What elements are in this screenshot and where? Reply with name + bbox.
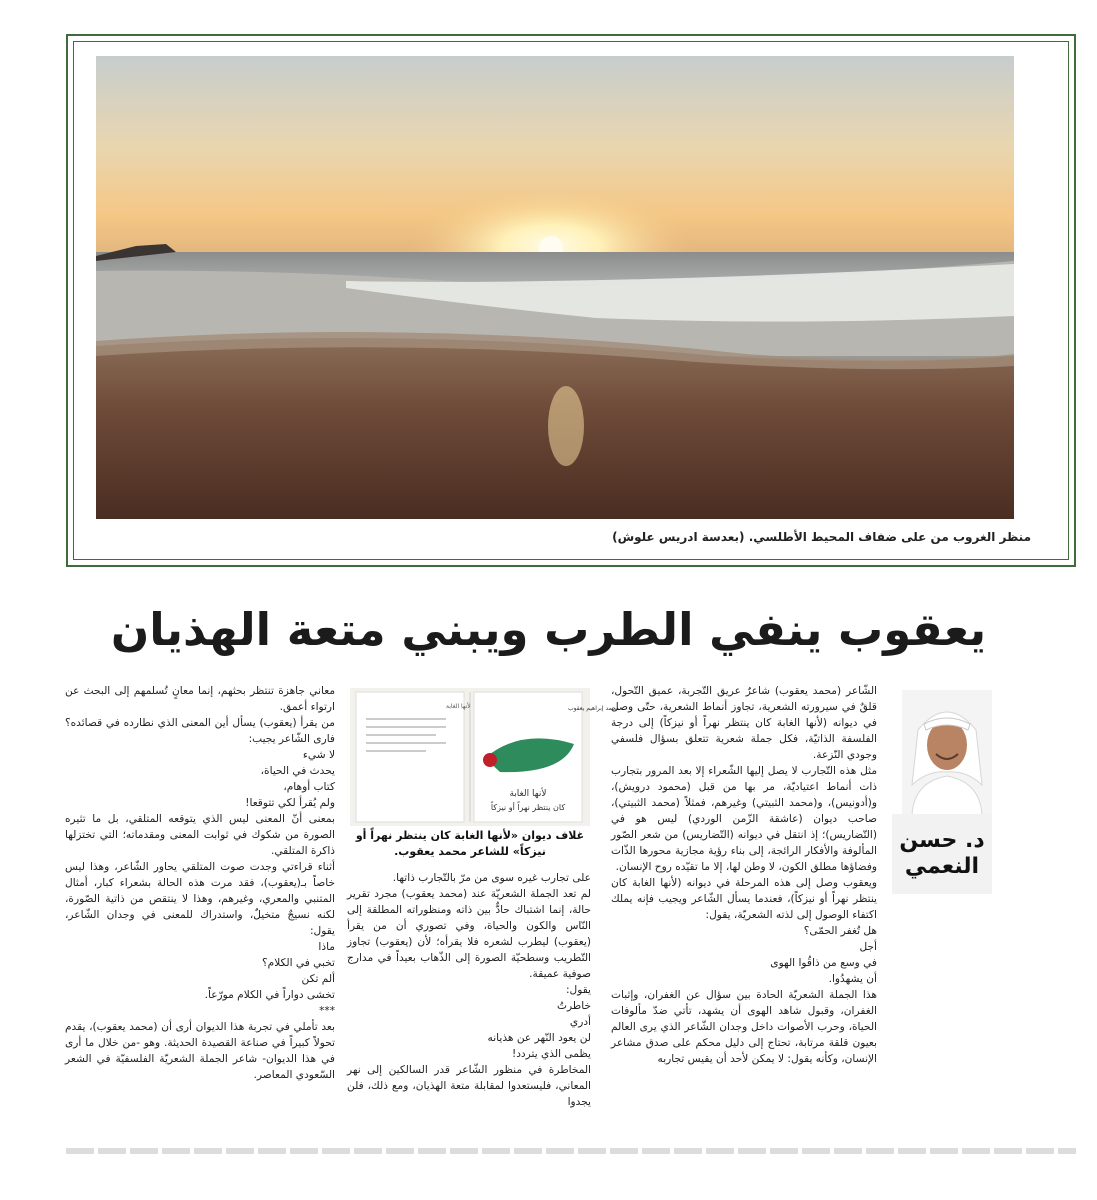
cover-title-line-1: لأنها الغابة <box>509 789 547 799</box>
cover-author-text: محمد إبراهيم يعقوب <box>568 705 620 712</box>
paragraph: أثناء قراءتي وجدت صوت المتلقي يحاور الشّاعر، وهذا ليس خاصاً بـ(يعقوب)، فقد مرت هذه الحالة بشعراء كبار، أمثال المتنبي والمعري، وغيرهم، وهذا لا ينتقص من ذاتية الصّورة، لكنه نسيجٌ متخيلٌ، واستدراك للمعنى في وجدان الشّاعر، يقول: <box>65 861 335 937</box>
verse-line: ماذا <box>318 941 335 953</box>
verse-line: أجل <box>859 941 877 953</box>
paragraph: بعد تأملي في تجربة هذا الديوان أرى أن (محمد يعقوب)، يقدم تحولاً كبيراً في صناعة القصيدة الحديثة. وهو -من خلال ما أرى في هذا الديوان- شاعر الجملة الشعريّة الفلسفيّة في الشعر السّعودي المعاصر. <box>65 1021 335 1081</box>
author-portrait-illustration <box>902 690 992 815</box>
verse-line: ولم يُقرأ لكي تتوقعا! <box>245 797 335 809</box>
footer-divider-bar <box>66 1148 1076 1154</box>
author-box <box>892 690 1022 905</box>
paragraph: المخاطرة في منظور الشّاعر قدر السالكين إلى نهر المعاني، فليستعدوا لمقابلة متعة الهذيان، ومع ذلك، فلن يجدوا <box>347 1064 591 1108</box>
photo-frame <box>66 34 1076 567</box>
paragraph: لم تعد الجملة الشعريّة عند (محمد يعقوب) مجرد تقرير حالة، إنما اشتباك حادٌّ بين ذاته ومنظوراته المطلقة إلى النّاس والكون والحياة، وفي تصوري أن من يقرأ (يعقوب) ليطرب لشعره فلا يقرأه؛ لأن (يعقوب) تجاوز التّطريب وسطحيّة الصورة إلى الذّهاب بعيداً في مدارج صوفية عميقة. <box>347 888 591 980</box>
back-cover-title: لأنها الغابة <box>446 703 471 710</box>
verse-line: يقول: <box>565 984 591 996</box>
paragraph: ويعقوب وصل إلى هذه المرحلة في ديوانه (لأنها الغابة كان ينتظر نهراً أو نيزكاً)، فعندما يسأل الشّاعر ويجيب فإنه يملك اكتفاء الوصول إلى لذته الشعريّة، يقول: <box>611 877 877 921</box>
verse-line: في وسع من ذاقُوا الهوى <box>770 957 877 969</box>
verse-line: لن يعود النّهر عن هذيانه <box>487 1032 591 1044</box>
paragraph: بمعنى أنّ المعنى ليس الذي يتوقعه المتلقي، بل ما تثيره الصورة من شكوك في ثوابت المعنى ومقدماته؛ التي تختزلها ذاكرة المتلقي. <box>65 813 335 857</box>
verse-line: لا شيء <box>302 749 335 761</box>
verse-line: يظمى الذي يتردد! <box>511 1048 591 1060</box>
author-portrait <box>902 690 992 815</box>
paragraph: مثل هذه التّجارب لا يصل إليها الشّعراء إلا بعد المرور بتجارب ذات أنماط اعتياديّة، مر بها من قبل (محمود درويش)، و(أدونيس)، و(محمد الثبيتي) وغيرهم، فمثلاً (محمد الثبيتي)، صاحب ديوان (عاشقة الزّمن الوردي) ليس هو في (التّضاريس)؛ إذ انتقل في ديوانه (التّضاريس) من شعر الصّور المألوفة والأفكار الرائجة، إلى بناء رؤية مجازية محورها الذّات وفضاؤها مطلق الكون، لا وطن لها، إلا ما تقيّده روح الإنسان. <box>611 765 877 873</box>
article-column-middle <box>347 870 591 1110</box>
author-name-block <box>892 814 992 894</box>
paragraph: معاني جاهزة تنتظر بحثهم، إنما معانٍ تُسلمهم إلى البحث عن ارتواء أعمق. <box>65 685 335 713</box>
book-cover-illustration <box>350 688 620 826</box>
verse-line: أن يشهدُوا. <box>828 973 877 985</box>
photo-caption: منظر الغروب من على ضفاف المحيط الأطلسي. (بعدسة ادريس علوش) <box>612 530 1031 544</box>
cover-title-line-2: كان ينتظر نهراً أو نيزكاً <box>490 803 566 812</box>
book-cover-caption: غلاف ديوان «لأنها الغابة كان ينتظر نهراً أو نيزكاً» للشاعر محمد يعقوب. <box>355 829 585 858</box>
section-separator: *** <box>319 1005 335 1017</box>
sunset-beach-illustration <box>96 56 1014 519</box>
article-column-left <box>65 683 335 1083</box>
verse-line: تخبي في الكلام؟ <box>262 957 335 969</box>
article-headline: يعقوب ينفي الطرب ويبني متعة الهذيان <box>110 603 987 656</box>
verse-line: يحدث في الحياة، <box>260 765 335 777</box>
sunset-beach-photo <box>96 56 1014 519</box>
paragraph: هذا الجملة الشعريّة الحادة بين سؤال عن الغفران، وإثبات الغفران، وقبول شاهد الهوى أن يشهد، تأتي ضدّ مألوفات الحياة، وحرب الأصوات داخل وجدان الشّاعر الذي يرى العالم بعيون قلقة مرتابة، تحتاج إلى دليل محكم على صدق مشاعر الإنسان، وكأنه يقول: لا يمكن لأحد أن يقيس تجاربه <box>611 989 877 1065</box>
paragraph: على تجارب غيره سوى من مرّ بالتّجارب ذاتها. <box>392 872 591 884</box>
verse-line: تخشى دواراً في الكلام مورّعاً. <box>204 989 335 1001</box>
book-cover-image <box>350 688 620 826</box>
verse-line: ألم تكن <box>301 973 335 985</box>
verse-line: هل تُغفر الحمّى؟ <box>803 925 877 937</box>
verse-line: خاطرتُ <box>556 1000 591 1012</box>
verse-line: كتاب أوهام، <box>283 781 335 793</box>
article-column-right <box>611 683 877 1067</box>
paragraph: الشّاعر (محمد يعقوب) شاعرٌ عريق التّجربة، عميق التّحول، قلقٌ في سيرورته الشعرية، تجاوز أنماط الشعرية، حتّى وصل في ديوانه (لأنها الغابة كان ينتظر نهراً أو نيزكاً) إلى درجة الفلسفة الذاتيّة، فكل جملة شعرية تتعلق بسؤال فلسفي وجودي النّزعة. <box>611 685 877 761</box>
verse-line: أدري <box>569 1016 591 1028</box>
author-surname: النعمي <box>904 854 980 879</box>
paragraph: من يقرأ (يعقوب) يسأل أين المعنى الذي نطارده في قصائده؟ فارى الشّاعر يجيب: <box>65 717 335 745</box>
author-title: د. حسن <box>899 828 985 853</box>
